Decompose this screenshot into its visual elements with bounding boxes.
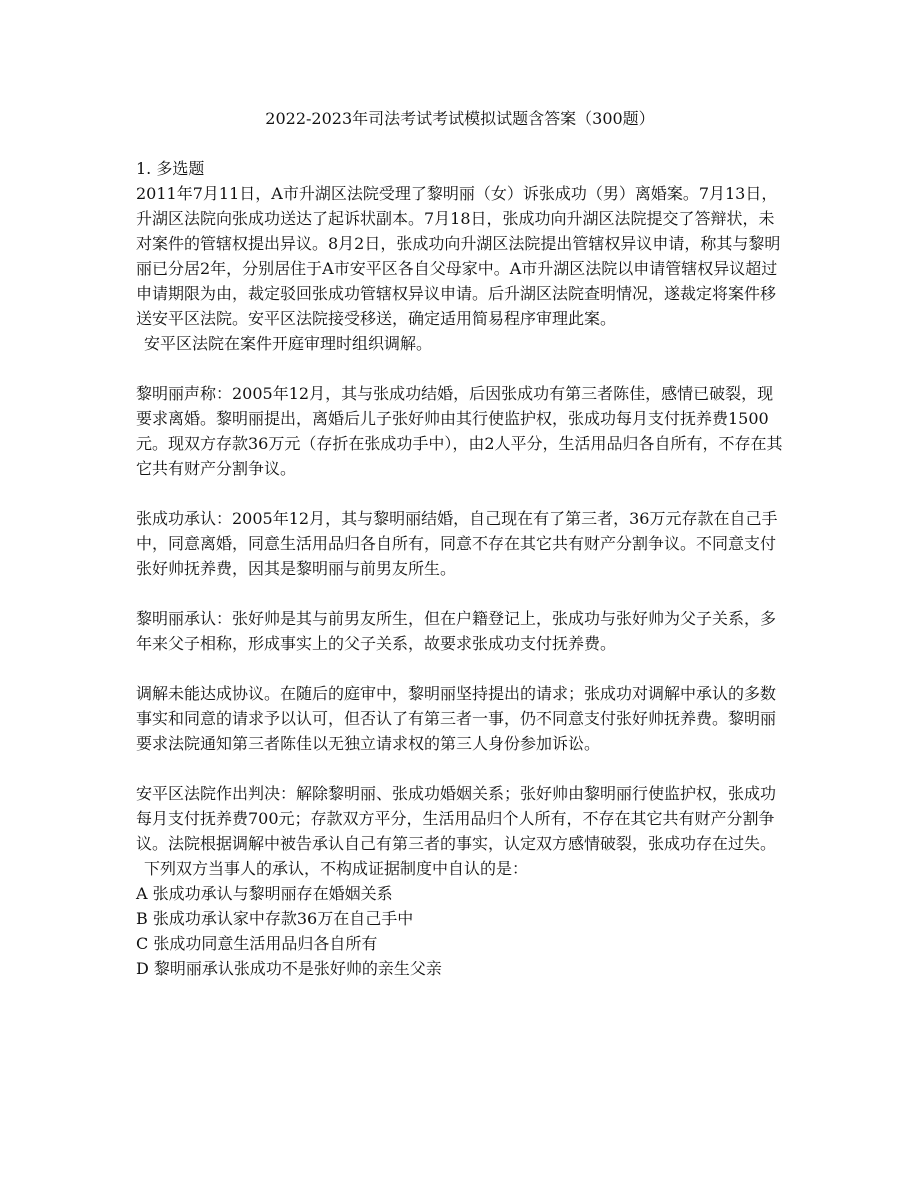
case-paragraph: 2011年7月11日，A市升湖区法院受理了黎明丽（女）诉张成功（男）离婚案。7月13日，升湖区法院向张成功送达了起诉状副本。7月18日，张成功向升湖区法院提交了答辩状，未对案件的管辖权提出异议。8月2日，张成功向升湖区法院提出管辖权异议申请，称其与黎明丽已分居2年，分别居住于A市安平区各自父母家中。A市升湖区法院以申请管辖权异议超过申请期限为由，裁定驳回张成功管辖权异议申请。后升湖区法院查明情况，遂裁定将案件移送安平区法院。安平区法院接受移送，确定适用简易程序审理此案。	[136, 184, 781, 328]
mediation-intro: 安平区法院在案件开庭审理时组织调解。	[144, 334, 433, 353]
question-number-type: 1. 多选题	[136, 159, 205, 178]
option-c: C 张成功同意生活用品归各自所有	[136, 934, 378, 953]
defendant-admission-paragraph: 张成功承认：2005年12月，其与黎明丽结婚，自己现在有了第三者，36万元存款在自己手中，同意离婚，同意生活用品归各自所有，同意不存在其它共有财产分割争议。不同意支付张好帅抚养费，因其是黎明丽与前男友所生。	[136, 509, 778, 578]
judgment-paragraph: 安平区法院作出判决：解除黎明丽、张成功婚姻关系；张好帅由黎明丽行使监护权，张成功每月支付抚养费700元；存款双方平分，生活用品归个人所有，不存在其它共有财产分割争议。法院根据调解中被告承认自己有第三者的事实，认定双方感情破裂，张成功存在过失。	[136, 784, 777, 853]
plaintiff-claim-paragraph: 黎明丽声称：2005年12月，其与张成功结婚，后因张成功有第三者陈佳，感情已破裂，现要求离婚。黎明丽提出，离婚后儿子张好帅由其行使监护权，张成功每月支付抚养费1500元。现双方存款36万元（存折在张成功手中），由2人平分，生活用品归各自所有，不存在其它共有财产分割争议。	[136, 384, 783, 478]
mediation-result-paragraph: 调解未能达成协议。在随后的庭审中，黎明丽坚持提出的请求；张成功对调解中承认的多数事实和同意的请求予以认可，但否认了有第三者一事，仍不同意支付张好帅抚养费。黎明丽要求法院通知第三者陈佳以无独立请求权的第三人身份参加诉讼。	[136, 684, 777, 753]
plaintiff-admission-paragraph: 黎明丽承认：张好帅是其与前男友所生，但在户籍登记上，张成功与张好帅为父子关系，多年来父子相称，形成事实上的父子关系，故要求张成功支付抚养费。	[136, 609, 777, 653]
option-d: D 黎明丽承认张成功不是张好帅的亲生父亲	[136, 959, 442, 978]
option-b: B 张成功承认家中存款36万在自己手中	[136, 909, 414, 928]
option-a: A 张成功承认与黎明丽存在婚姻关系	[136, 884, 393, 903]
question-content	[136, 156, 784, 981]
question-prompt: 下列双方当事人的承认，不构成证据制度中自认的是：	[144, 859, 529, 878]
document-title: 2022-2023年司法考试考试模拟试题含答案（300题）	[265, 109, 655, 128]
